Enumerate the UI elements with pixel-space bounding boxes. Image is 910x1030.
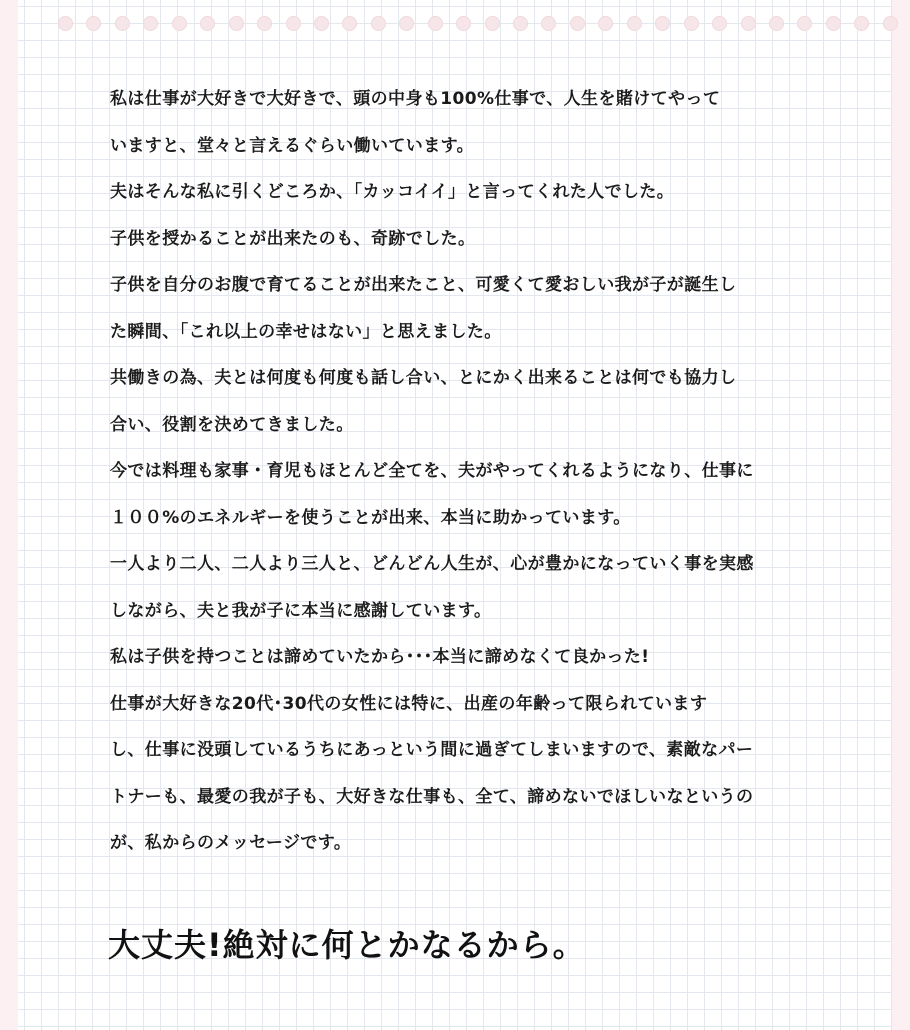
binder-hole (428, 16, 443, 31)
binder-holes (58, 16, 898, 32)
binder-hole (854, 16, 869, 31)
closing-heading: 大丈夫!絶対に何とかなるから。 (108, 926, 586, 964)
message-line: 子供を自分のお腹で育てることが出来たこと、可愛くて愛おしい我が子が誕生し (110, 275, 737, 295)
binder-hole (513, 16, 528, 31)
binder-hole (399, 16, 414, 31)
binder-hole (741, 16, 756, 31)
binder-hole (655, 16, 670, 31)
message-line: 夫はそんな私に引くどころか、「カッコイイ」と言ってくれた人でした。 (110, 182, 675, 202)
binder-hole (257, 16, 272, 31)
binder-hole (826, 16, 841, 31)
binder-hole (342, 16, 357, 31)
message-line: 子供を授かることが出来たのも、奇跡でした。 (110, 228, 476, 249)
binder-hole (684, 16, 699, 31)
message-line: トナーも、最愛の我が子も、大好きな仕事も、全て、諦めないでほしいなというの (110, 786, 754, 807)
binder-hole (229, 16, 244, 31)
message-line: 一人より二人、二人より三人と、どんどん人生が、心が豊かになっていく事を実感 (110, 554, 754, 574)
binder-hole (172, 16, 187, 31)
binder-hole (883, 16, 898, 31)
notebook-paper (18, 0, 892, 1030)
message-line: 共働きの為、夫とは何度も何度も話し合い、とにかく出来ることは何でも協力し (110, 368, 737, 388)
binder-hole (541, 16, 556, 31)
binder-hole (712, 16, 727, 31)
binder-hole (485, 16, 500, 31)
binder-hole (598, 16, 613, 31)
message-line: １００%のエネルギーを使うことが出来、本当に助かっています。 (110, 507, 631, 528)
binder-hole (286, 16, 301, 31)
message-line: た瞬間、「これ以上の幸せはない」と思えました。 (110, 321, 502, 342)
message-body (110, 76, 830, 867)
message-line: いますと、堂々と言えるぐらい働いています。 (110, 135, 475, 156)
binder-hole (570, 16, 585, 31)
binder-hole (58, 16, 73, 31)
message-line: 仕事が大好きな20代･30代の女性には特に、出産の年齢って限られています (110, 693, 708, 714)
binder-hole (200, 16, 215, 31)
binder-hole (314, 16, 329, 31)
message-line: 今では料理も家事・育児もほとんど全てを、夫がやってくれるようになり、仕事に (110, 461, 754, 481)
binder-hole (86, 16, 101, 31)
binder-hole (456, 16, 471, 31)
binder-hole (797, 16, 812, 31)
message-line: 私は子供を持つことは諦めていたから･･･本当に諦めなくて良かった! (110, 647, 650, 667)
message-line: 合い、役割を決めてきました。 (110, 414, 354, 435)
binder-hole (769, 16, 784, 31)
message-line: が、私からのメッセージです。 (110, 833, 352, 853)
binder-hole (115, 16, 130, 31)
binder-hole (143, 16, 158, 31)
message-line: しながら、夫と我が子に本当に感謝しています。 (110, 600, 492, 621)
message-line: し、仕事に没頭しているうちにあっという間に過ぎてしまいますので、素敵なパー (110, 740, 754, 760)
message-line: 私は仕事が大好きで大好きで、頭の中身も100%仕事で、人生を賭けてやって (110, 89, 721, 109)
binder-hole (371, 16, 386, 31)
binder-hole (627, 16, 642, 31)
